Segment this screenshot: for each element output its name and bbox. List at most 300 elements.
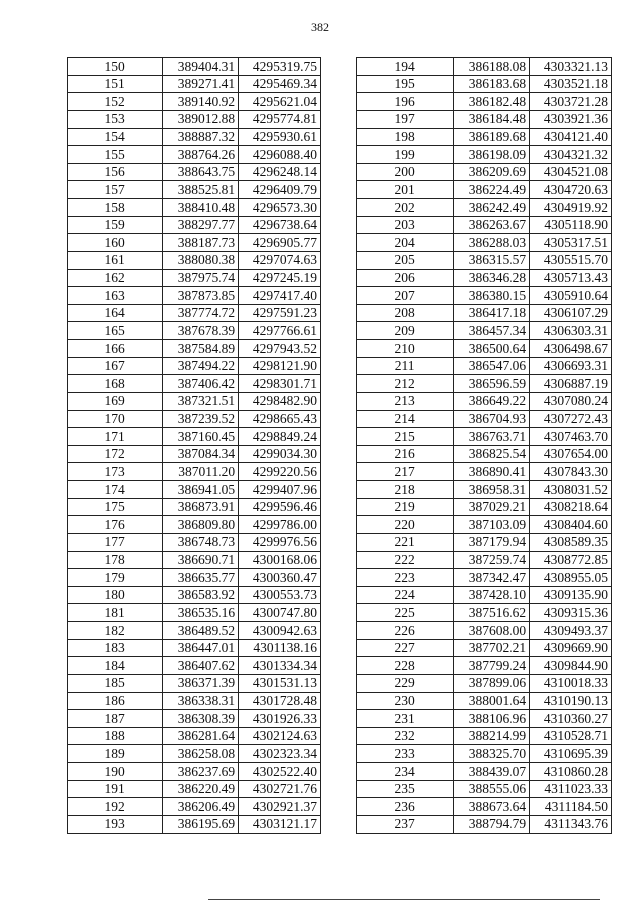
y-coordinate-cell: 4301728.48 bbox=[239, 692, 321, 710]
y-coordinate-cell: 4296738.64 bbox=[239, 216, 321, 234]
point-number-cell: 236 bbox=[357, 798, 454, 816]
table-row bbox=[357, 481, 612, 499]
table-row bbox=[357, 58, 612, 76]
point-number-cell: 185 bbox=[68, 674, 163, 692]
table-row bbox=[68, 163, 321, 181]
y-coordinate-cell: 4305118.90 bbox=[530, 216, 612, 234]
y-coordinate-cell: 4307080.24 bbox=[530, 392, 612, 410]
x-coordinate-cell: 386288.03 bbox=[454, 234, 530, 252]
table-row bbox=[68, 569, 321, 587]
point-number-cell: 221 bbox=[357, 533, 454, 551]
y-coordinate-cell: 4295319.75 bbox=[239, 58, 321, 76]
table-row bbox=[68, 357, 321, 375]
x-coordinate-cell: 386195.69 bbox=[163, 815, 239, 833]
x-coordinate-cell: 386371.39 bbox=[163, 674, 239, 692]
x-coordinate-cell: 388887.32 bbox=[163, 128, 239, 146]
coordinates-table-left bbox=[67, 57, 321, 834]
point-number-cell: 235 bbox=[357, 780, 454, 798]
x-coordinate-cell: 386281.64 bbox=[163, 727, 239, 745]
x-coordinate-cell: 387678.39 bbox=[163, 322, 239, 340]
x-coordinate-cell: 386447.01 bbox=[163, 639, 239, 657]
point-number-cell: 175 bbox=[68, 498, 163, 516]
x-coordinate-cell: 386198.09 bbox=[454, 146, 530, 164]
x-coordinate-cell: 388794.79 bbox=[454, 815, 530, 833]
y-coordinate-cell: 4303321.13 bbox=[530, 58, 612, 76]
table-row bbox=[68, 93, 321, 111]
x-coordinate-cell: 388080.38 bbox=[163, 251, 239, 269]
x-coordinate-cell: 386457.34 bbox=[454, 322, 530, 340]
y-coordinate-cell: 4297943.52 bbox=[239, 340, 321, 358]
table-row bbox=[357, 622, 612, 640]
point-number-cell: 225 bbox=[357, 604, 454, 622]
y-coordinate-cell: 4303521.18 bbox=[530, 75, 612, 93]
x-coordinate-cell: 386263.67 bbox=[454, 216, 530, 234]
x-coordinate-cell: 387342.47 bbox=[454, 569, 530, 587]
point-number-cell: 206 bbox=[357, 269, 454, 287]
point-number-cell: 196 bbox=[357, 93, 454, 111]
table-row bbox=[357, 604, 612, 622]
point-number-cell: 159 bbox=[68, 216, 163, 234]
y-coordinate-cell: 4308031.52 bbox=[530, 481, 612, 499]
point-number-cell: 180 bbox=[68, 586, 163, 604]
y-coordinate-cell: 4307843.30 bbox=[530, 463, 612, 481]
x-coordinate-cell: 386189.68 bbox=[454, 128, 530, 146]
table-row bbox=[68, 710, 321, 728]
x-coordinate-cell: 387584.89 bbox=[163, 340, 239, 358]
y-coordinate-cell: 4295469.34 bbox=[239, 75, 321, 93]
y-coordinate-cell: 4308772.85 bbox=[530, 551, 612, 569]
table-row bbox=[68, 322, 321, 340]
x-coordinate-cell: 388410.48 bbox=[163, 199, 239, 217]
y-coordinate-cell: 4297417.40 bbox=[239, 287, 321, 305]
y-coordinate-cell: 4304521.08 bbox=[530, 163, 612, 181]
x-coordinate-cell: 387516.62 bbox=[454, 604, 530, 622]
y-coordinate-cell: 4302323.34 bbox=[239, 745, 321, 763]
point-number-cell: 227 bbox=[357, 639, 454, 657]
x-coordinate-cell: 387899.06 bbox=[454, 674, 530, 692]
point-number-cell: 160 bbox=[68, 234, 163, 252]
x-coordinate-cell: 387321.51 bbox=[163, 392, 239, 410]
x-coordinate-cell: 387103.09 bbox=[454, 516, 530, 534]
table-row bbox=[68, 815, 321, 833]
x-coordinate-cell: 387259.74 bbox=[454, 551, 530, 569]
coordinates-table-right-body bbox=[357, 58, 612, 834]
point-number-cell: 220 bbox=[357, 516, 454, 534]
y-coordinate-cell: 4300168.06 bbox=[239, 551, 321, 569]
point-number-cell: 226 bbox=[357, 622, 454, 640]
coordinates-table-left-body bbox=[68, 58, 321, 834]
y-coordinate-cell: 4300553.73 bbox=[239, 586, 321, 604]
table-row bbox=[68, 340, 321, 358]
y-coordinate-cell: 4303921.36 bbox=[530, 110, 612, 128]
y-coordinate-cell: 4301334.34 bbox=[239, 657, 321, 675]
table-row bbox=[68, 780, 321, 798]
table-row bbox=[68, 763, 321, 781]
x-coordinate-cell: 389012.88 bbox=[163, 110, 239, 128]
x-coordinate-cell: 386649.22 bbox=[454, 392, 530, 410]
table-row bbox=[68, 181, 321, 199]
x-coordinate-cell: 388001.64 bbox=[454, 692, 530, 710]
point-number-cell: 186 bbox=[68, 692, 163, 710]
table-row bbox=[68, 375, 321, 393]
x-coordinate-cell: 387084.34 bbox=[163, 445, 239, 463]
point-number-cell: 153 bbox=[68, 110, 163, 128]
point-number-cell: 156 bbox=[68, 163, 163, 181]
point-number-cell: 213 bbox=[357, 392, 454, 410]
point-number-cell: 223 bbox=[357, 569, 454, 587]
x-coordinate-cell: 389404.31 bbox=[163, 58, 239, 76]
y-coordinate-cell: 4306887.19 bbox=[530, 375, 612, 393]
x-coordinate-cell: 387239.52 bbox=[163, 410, 239, 428]
table-row bbox=[68, 146, 321, 164]
x-coordinate-cell: 388764.26 bbox=[163, 146, 239, 164]
y-coordinate-cell: 4301531.13 bbox=[239, 674, 321, 692]
point-number-cell: 158 bbox=[68, 199, 163, 217]
table-row bbox=[357, 692, 612, 710]
page-number: 382 bbox=[311, 20, 329, 34]
point-number-cell: 193 bbox=[68, 815, 163, 833]
x-coordinate-cell: 386547.06 bbox=[454, 357, 530, 375]
x-coordinate-cell: 387406.42 bbox=[163, 375, 239, 393]
x-coordinate-cell: 387029.21 bbox=[454, 498, 530, 516]
x-coordinate-cell: 386242.49 bbox=[454, 199, 530, 217]
y-coordinate-cell: 4303721.28 bbox=[530, 93, 612, 111]
table-row bbox=[68, 269, 321, 287]
x-coordinate-cell: 388673.64 bbox=[454, 798, 530, 816]
y-coordinate-cell: 4298121.90 bbox=[239, 357, 321, 375]
table-row bbox=[357, 287, 612, 305]
point-number-cell: 188 bbox=[68, 727, 163, 745]
point-number-cell: 192 bbox=[68, 798, 163, 816]
table-row bbox=[357, 269, 612, 287]
y-coordinate-cell: 4301926.33 bbox=[239, 710, 321, 728]
table-row bbox=[357, 251, 612, 269]
x-coordinate-cell: 387428.10 bbox=[454, 586, 530, 604]
table-row bbox=[357, 357, 612, 375]
table-row bbox=[68, 445, 321, 463]
point-number-cell: 234 bbox=[357, 763, 454, 781]
table-row bbox=[357, 146, 612, 164]
x-coordinate-cell: 386748.73 bbox=[163, 533, 239, 551]
y-coordinate-cell: 4300747.80 bbox=[239, 604, 321, 622]
table-row bbox=[357, 304, 612, 322]
y-coordinate-cell: 4299407.96 bbox=[239, 481, 321, 499]
x-coordinate-cell: 386583.92 bbox=[163, 586, 239, 604]
table-row bbox=[357, 498, 612, 516]
point-number-cell: 190 bbox=[68, 763, 163, 781]
table-row bbox=[357, 586, 612, 604]
point-number-cell: 200 bbox=[357, 163, 454, 181]
x-coordinate-cell: 386315.57 bbox=[454, 251, 530, 269]
y-coordinate-cell: 4306303.31 bbox=[530, 322, 612, 340]
x-coordinate-cell: 386873.91 bbox=[163, 498, 239, 516]
x-coordinate-cell: 386188.08 bbox=[454, 58, 530, 76]
coordinates-table-right bbox=[356, 57, 612, 834]
point-number-cell: 207 bbox=[357, 287, 454, 305]
y-coordinate-cell: 4297766.61 bbox=[239, 322, 321, 340]
y-coordinate-cell: 4309669.90 bbox=[530, 639, 612, 657]
y-coordinate-cell: 4311023.33 bbox=[530, 780, 612, 798]
y-coordinate-cell: 4296905.77 bbox=[239, 234, 321, 252]
x-coordinate-cell: 386596.59 bbox=[454, 375, 530, 393]
y-coordinate-cell: 4299596.46 bbox=[239, 498, 321, 516]
y-coordinate-cell: 4305713.43 bbox=[530, 269, 612, 287]
point-number-cell: 182 bbox=[68, 622, 163, 640]
point-number-cell: 195 bbox=[357, 75, 454, 93]
point-number-cell: 194 bbox=[357, 58, 454, 76]
point-number-cell: 177 bbox=[68, 533, 163, 551]
y-coordinate-cell: 4308218.64 bbox=[530, 498, 612, 516]
point-number-cell: 187 bbox=[68, 710, 163, 728]
point-number-cell: 210 bbox=[357, 340, 454, 358]
y-coordinate-cell: 4311184.50 bbox=[530, 798, 612, 816]
table-row bbox=[357, 569, 612, 587]
x-coordinate-cell: 386958.31 bbox=[454, 481, 530, 499]
y-coordinate-cell: 4310018.33 bbox=[530, 674, 612, 692]
y-coordinate-cell: 4309315.36 bbox=[530, 604, 612, 622]
y-coordinate-cell: 4300360.47 bbox=[239, 569, 321, 587]
y-coordinate-cell: 4305317.51 bbox=[530, 234, 612, 252]
x-coordinate-cell: 386704.93 bbox=[454, 410, 530, 428]
x-coordinate-cell: 386209.69 bbox=[454, 163, 530, 181]
point-number-cell: 232 bbox=[357, 727, 454, 745]
point-number-cell: 189 bbox=[68, 745, 163, 763]
x-coordinate-cell: 387702.21 bbox=[454, 639, 530, 657]
table-row bbox=[357, 445, 612, 463]
y-coordinate-cell: 4309493.37 bbox=[530, 622, 612, 640]
x-coordinate-cell: 386489.52 bbox=[163, 622, 239, 640]
x-coordinate-cell: 387494.22 bbox=[163, 357, 239, 375]
table-row bbox=[357, 674, 612, 692]
point-number-cell: 229 bbox=[357, 674, 454, 692]
y-coordinate-cell: 4298482.90 bbox=[239, 392, 321, 410]
y-coordinate-cell: 4304919.92 bbox=[530, 199, 612, 217]
x-coordinate-cell: 388187.73 bbox=[163, 234, 239, 252]
x-coordinate-cell: 388297.77 bbox=[163, 216, 239, 234]
point-number-cell: 170 bbox=[68, 410, 163, 428]
point-number-cell: 154 bbox=[68, 128, 163, 146]
point-number-cell: 167 bbox=[68, 357, 163, 375]
table-row bbox=[357, 392, 612, 410]
table-row bbox=[68, 58, 321, 76]
point-number-cell: 197 bbox=[357, 110, 454, 128]
x-coordinate-cell: 388555.06 bbox=[454, 780, 530, 798]
table-row bbox=[357, 710, 612, 728]
x-coordinate-cell: 386380.15 bbox=[454, 287, 530, 305]
y-coordinate-cell: 4298665.43 bbox=[239, 410, 321, 428]
x-coordinate-cell: 387774.72 bbox=[163, 304, 239, 322]
point-number-cell: 233 bbox=[357, 745, 454, 763]
table-row bbox=[357, 163, 612, 181]
table-row bbox=[357, 199, 612, 217]
y-coordinate-cell: 4304121.40 bbox=[530, 128, 612, 146]
point-number-cell: 184 bbox=[68, 657, 163, 675]
y-coordinate-cell: 4299220.56 bbox=[239, 463, 321, 481]
point-number-cell: 208 bbox=[357, 304, 454, 322]
point-number-cell: 161 bbox=[68, 251, 163, 269]
point-number-cell: 155 bbox=[68, 146, 163, 164]
point-number-cell: 164 bbox=[68, 304, 163, 322]
y-coordinate-cell: 4297591.23 bbox=[239, 304, 321, 322]
y-coordinate-cell: 4302124.63 bbox=[239, 727, 321, 745]
table-row bbox=[357, 234, 612, 252]
table-row bbox=[68, 674, 321, 692]
y-coordinate-cell: 4308404.60 bbox=[530, 516, 612, 534]
table-row bbox=[357, 745, 612, 763]
point-number-cell: 215 bbox=[357, 428, 454, 446]
point-number-cell: 203 bbox=[357, 216, 454, 234]
x-coordinate-cell: 386417.18 bbox=[454, 304, 530, 322]
x-coordinate-cell: 387975.74 bbox=[163, 269, 239, 287]
table-row bbox=[68, 745, 321, 763]
x-coordinate-cell: 386763.71 bbox=[454, 428, 530, 446]
y-coordinate-cell: 4309844.90 bbox=[530, 657, 612, 675]
y-coordinate-cell: 4297245.19 bbox=[239, 269, 321, 287]
table-row bbox=[68, 498, 321, 516]
y-coordinate-cell: 4306107.29 bbox=[530, 304, 612, 322]
table-row bbox=[68, 586, 321, 604]
table-row bbox=[357, 798, 612, 816]
y-coordinate-cell: 4305910.64 bbox=[530, 287, 612, 305]
point-number-cell: 150 bbox=[68, 58, 163, 76]
x-coordinate-cell: 387799.24 bbox=[454, 657, 530, 675]
table-row bbox=[357, 216, 612, 234]
table-row bbox=[357, 75, 612, 93]
y-coordinate-cell: 4310528.71 bbox=[530, 727, 612, 745]
table-row bbox=[68, 516, 321, 534]
y-coordinate-cell: 4310190.13 bbox=[530, 692, 612, 710]
table-row bbox=[68, 604, 321, 622]
table-row bbox=[68, 551, 321, 569]
y-coordinate-cell: 4296088.40 bbox=[239, 146, 321, 164]
table-row bbox=[357, 657, 612, 675]
y-coordinate-cell: 4302721.76 bbox=[239, 780, 321, 798]
table-row bbox=[357, 110, 612, 128]
table-row bbox=[357, 322, 612, 340]
y-coordinate-cell: 4299034.30 bbox=[239, 445, 321, 463]
point-number-cell: 198 bbox=[357, 128, 454, 146]
y-coordinate-cell: 4300942.63 bbox=[239, 622, 321, 640]
point-number-cell: 178 bbox=[68, 551, 163, 569]
y-coordinate-cell: 4306693.31 bbox=[530, 357, 612, 375]
point-number-cell: 205 bbox=[357, 251, 454, 269]
y-coordinate-cell: 4311343.76 bbox=[530, 815, 612, 833]
table-row bbox=[68, 304, 321, 322]
point-number-cell: 151 bbox=[68, 75, 163, 93]
x-coordinate-cell: 386184.48 bbox=[454, 110, 530, 128]
x-coordinate-cell: 388643.75 bbox=[163, 163, 239, 181]
y-coordinate-cell: 4308955.05 bbox=[530, 569, 612, 587]
y-coordinate-cell: 4307463.70 bbox=[530, 428, 612, 446]
table-row bbox=[357, 340, 612, 358]
point-number-cell: 171 bbox=[68, 428, 163, 446]
table-row bbox=[68, 533, 321, 551]
table-row bbox=[68, 199, 321, 217]
table-row bbox=[68, 110, 321, 128]
y-coordinate-cell: 4295621.04 bbox=[239, 93, 321, 111]
x-coordinate-cell: 388106.96 bbox=[454, 710, 530, 728]
point-number-cell: 217 bbox=[357, 463, 454, 481]
y-coordinate-cell: 4296248.14 bbox=[239, 163, 321, 181]
point-number-cell: 214 bbox=[357, 410, 454, 428]
point-number-cell: 219 bbox=[357, 498, 454, 516]
point-number-cell: 218 bbox=[357, 481, 454, 499]
point-number-cell: 237 bbox=[357, 815, 454, 833]
table-row bbox=[68, 798, 321, 816]
y-coordinate-cell: 4303121.17 bbox=[239, 815, 321, 833]
table-row bbox=[68, 428, 321, 446]
x-coordinate-cell: 387011.20 bbox=[163, 463, 239, 481]
x-coordinate-cell: 387873.85 bbox=[163, 287, 239, 305]
y-coordinate-cell: 4296409.79 bbox=[239, 181, 321, 199]
point-number-cell: 157 bbox=[68, 181, 163, 199]
x-coordinate-cell: 388439.07 bbox=[454, 763, 530, 781]
x-coordinate-cell: 386338.31 bbox=[163, 692, 239, 710]
y-coordinate-cell: 4295774.81 bbox=[239, 110, 321, 128]
table-row bbox=[357, 516, 612, 534]
x-coordinate-cell: 386224.49 bbox=[454, 181, 530, 199]
table-row bbox=[357, 463, 612, 481]
point-number-cell: 169 bbox=[68, 392, 163, 410]
table-row bbox=[357, 181, 612, 199]
table-row bbox=[357, 551, 612, 569]
x-coordinate-cell: 386690.71 bbox=[163, 551, 239, 569]
y-coordinate-cell: 4307272.43 bbox=[530, 410, 612, 428]
point-number-cell: 179 bbox=[68, 569, 163, 587]
point-number-cell: 212 bbox=[357, 375, 454, 393]
x-coordinate-cell: 386825.54 bbox=[454, 445, 530, 463]
table-row bbox=[68, 727, 321, 745]
x-coordinate-cell: 386182.48 bbox=[454, 93, 530, 111]
point-number-cell: 168 bbox=[68, 375, 163, 393]
point-number-cell: 183 bbox=[68, 639, 163, 657]
table-row bbox=[357, 533, 612, 551]
table-row bbox=[357, 375, 612, 393]
x-coordinate-cell: 386635.77 bbox=[163, 569, 239, 587]
point-number-cell: 163 bbox=[68, 287, 163, 305]
point-number-cell: 204 bbox=[357, 234, 454, 252]
point-number-cell: 224 bbox=[357, 586, 454, 604]
table-row bbox=[68, 128, 321, 146]
table-row bbox=[68, 287, 321, 305]
table-row bbox=[68, 692, 321, 710]
x-coordinate-cell: 386183.68 bbox=[454, 75, 530, 93]
y-coordinate-cell: 4310695.39 bbox=[530, 745, 612, 763]
y-coordinate-cell: 4295930.61 bbox=[239, 128, 321, 146]
y-coordinate-cell: 4299976.56 bbox=[239, 533, 321, 551]
x-coordinate-cell: 387160.45 bbox=[163, 428, 239, 446]
point-number-cell: 165 bbox=[68, 322, 163, 340]
table-row bbox=[68, 622, 321, 640]
point-number-cell: 228 bbox=[357, 657, 454, 675]
point-number-cell: 202 bbox=[357, 199, 454, 217]
point-number-cell: 209 bbox=[357, 322, 454, 340]
y-coordinate-cell: 4302921.37 bbox=[239, 798, 321, 816]
x-coordinate-cell: 386308.39 bbox=[163, 710, 239, 728]
y-coordinate-cell: 4301138.16 bbox=[239, 639, 321, 657]
point-number-cell: 201 bbox=[357, 181, 454, 199]
table-row bbox=[68, 392, 321, 410]
bottom-divider bbox=[208, 899, 600, 900]
x-coordinate-cell: 386890.41 bbox=[454, 463, 530, 481]
x-coordinate-cell: 389271.41 bbox=[163, 75, 239, 93]
y-coordinate-cell: 4306498.67 bbox=[530, 340, 612, 358]
x-coordinate-cell: 386500.64 bbox=[454, 340, 530, 358]
x-coordinate-cell: 387179.94 bbox=[454, 533, 530, 551]
y-coordinate-cell: 4305515.70 bbox=[530, 251, 612, 269]
table-row bbox=[357, 410, 612, 428]
y-coordinate-cell: 4308589.35 bbox=[530, 533, 612, 551]
